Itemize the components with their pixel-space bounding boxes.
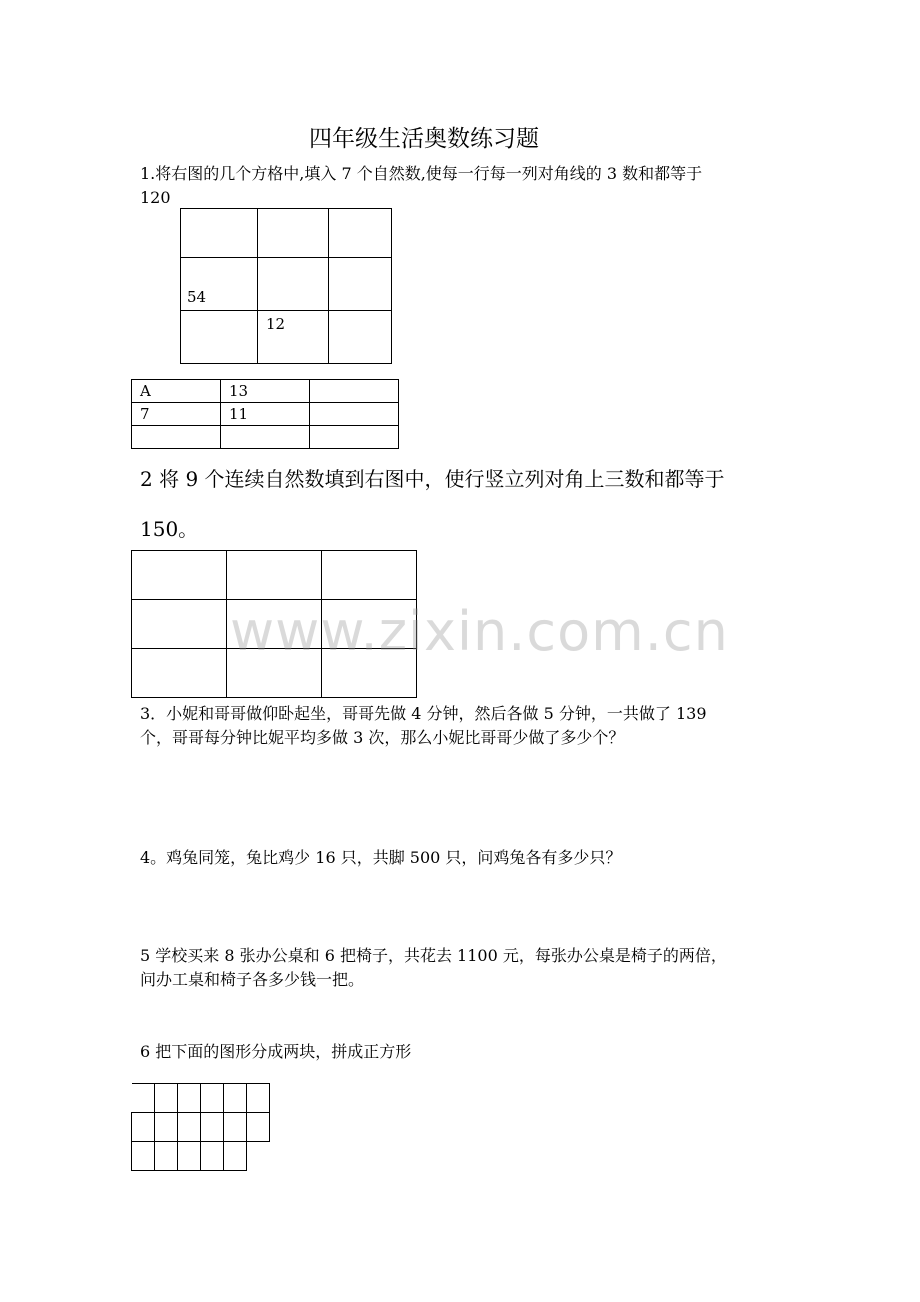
page-title: 四年级生活奥数练习题 [309, 126, 539, 152]
question-2-line-1: 2 将 9 个连续自然数填到右图中，使行竖立列对角上三数和都等于 [140, 467, 725, 491]
question-5-line-1: 5 学校买来 8 张办公桌和 6 把椅子，共花去 1100 元，每张办公桌是椅子的两倍， [140, 946, 727, 965]
table-cell [132, 426, 221, 449]
question-1-grid [180, 208, 392, 364]
table-cell [310, 426, 399, 449]
table-cell [221, 426, 310, 449]
grid-cell-12: 12 [258, 311, 329, 364]
table-row [132, 380, 399, 403]
question-6-figure [131, 1083, 270, 1171]
question-5-line-2: 问办工桌和椅子各多少钱一把。 [140, 970, 365, 989]
table-cell: 13 [221, 380, 310, 403]
table-cell [310, 380, 399, 403]
question-1-line-1: 1.将右图的几个方格中,填入 7 个自然数,使每一行每一列对角线的 3 数和都等于 [140, 164, 703, 183]
question-4-line-1: 4。鸡兔同笼，兔比鸡少 16 只，共脚 500 只，问鸡兔各有多少只？ [140, 848, 622, 867]
table-row [132, 403, 399, 426]
question-1-line-2: 120 [140, 188, 171, 207]
table-cell: A [132, 380, 221, 403]
watermark: www.zixin.com.cn [230, 600, 729, 663]
question-2-line-2: 150。 [140, 517, 199, 541]
answer-table [131, 379, 399, 449]
table-cell [310, 403, 399, 426]
table-cell: 11 [221, 403, 310, 426]
question-6-line-1: 6 把下面的图形分成两块，拼成正方形 [140, 1042, 412, 1061]
table-row [132, 426, 399, 449]
question-3-line-2: 个，哥哥每分钟比妮平均多做 3 次，那么小妮比哥哥少做了多少个？ [140, 728, 625, 747]
question-3-line-1: 3．小妮和哥哥做仰卧起坐，哥哥先做 4 分钟，然后各做 5 分钟，一共做了 139 [140, 704, 707, 723]
table-cell: 7 [132, 403, 221, 426]
grid-cell-54: 54 [181, 258, 258, 311]
